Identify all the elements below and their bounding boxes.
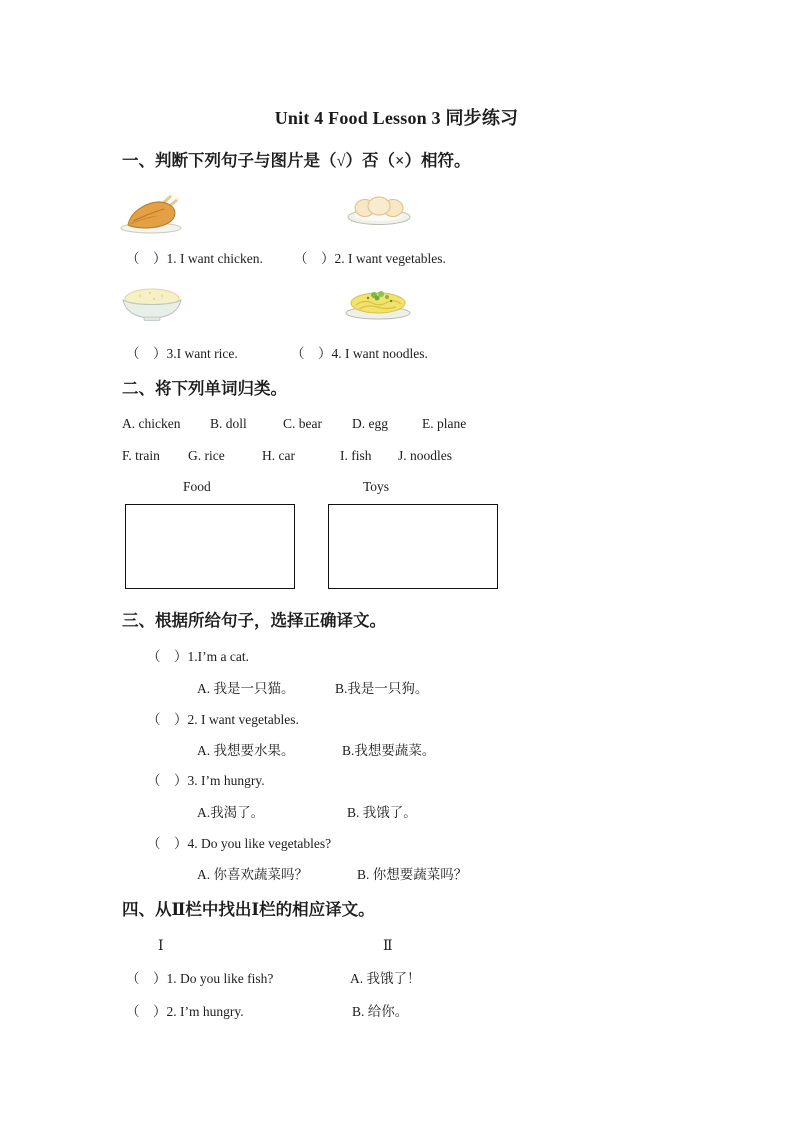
item3-caption: （ ）3.I want rice. — [126, 346, 238, 361]
s3-q3-option-b: B. 我饿了。 — [347, 805, 417, 820]
s3-q2-option-b: B.我想要蔬菜。 — [342, 743, 436, 758]
item4-caption: （ ）4. I want noodles. — [291, 346, 428, 361]
word-car: H. car — [262, 448, 295, 463]
word-plane: E. plane — [422, 416, 467, 431]
food-category-label: Food — [183, 479, 211, 494]
s4-row1-left: （ ）1. Do you like fish? — [126, 971, 274, 986]
word-egg: D. egg — [352, 416, 388, 431]
s3-q4-option-a: A. 你喜欢蔬菜吗？ — [197, 867, 308, 882]
item2-caption: （ ）2. I want vegetables. — [294, 251, 446, 266]
word-rice: G. rice — [188, 448, 225, 463]
word-noodles: J. noodles — [398, 448, 452, 463]
s3-q3-option-a: A.我渴了。 — [197, 805, 265, 820]
s3-question-4: （ ）4. Do you like vegetables? — [147, 836, 332, 851]
s3-q4-option-b: B. 你想要蔬菜吗？ — [357, 867, 468, 882]
word-train: F. train — [122, 448, 160, 463]
rice-bowl-image — [120, 284, 184, 322]
toys-category-label: Toys — [363, 479, 390, 494]
word-doll: B. doll — [210, 416, 247, 431]
s4-row2-left: （ ）2. I’m hungry. — [126, 1004, 244, 1019]
page-title: Unit 4 Food Lesson 3 同步练习 — [274, 108, 519, 128]
s4-row2-right: B. 给你。 — [352, 1004, 409, 1019]
food-answer-box — [125, 504, 295, 589]
s4-row1-right: A. 我饿了！ — [350, 971, 421, 986]
word-fish: I. fish — [340, 448, 372, 463]
s3-question-1: （ ）1.I’m a cat. — [147, 649, 249, 664]
toys-answer-box — [328, 504, 498, 589]
item1-caption: （ ）1. I want chicken. — [126, 251, 263, 266]
s3-question-3: （ ）3. I’m hungry. — [147, 773, 265, 788]
section3-heading: 三、根据所给句子，选择正确译文。 — [122, 611, 386, 630]
s3-question-2: （ ）2. I want vegetables. — [147, 712, 299, 727]
buns-plate-image — [346, 194, 412, 226]
s3-q1-option-a: A. 我是一只猫。 — [197, 681, 295, 696]
noodles-plate-image — [344, 286, 412, 320]
column-2-header: Ⅱ — [383, 939, 393, 954]
s3-q1-option-b: B.我是一只狗。 — [335, 681, 429, 696]
s3-q2-option-a: A. 我想要水果。 — [197, 743, 295, 758]
section4-heading: 四、从Ⅱ栏中找出Ⅰ栏的相应译文。 — [122, 900, 375, 919]
column-1-header: Ⅰ — [158, 939, 164, 954]
word-chicken: A. chicken — [122, 416, 181, 431]
word-bear: C. bear — [283, 416, 322, 431]
roast-chicken-image — [118, 192, 186, 234]
section2-heading: 二、将下列单词归类。 — [122, 379, 287, 398]
section1-heading: 一、判断下列句子与图片是（√）否（×）相符。 — [122, 151, 471, 170]
